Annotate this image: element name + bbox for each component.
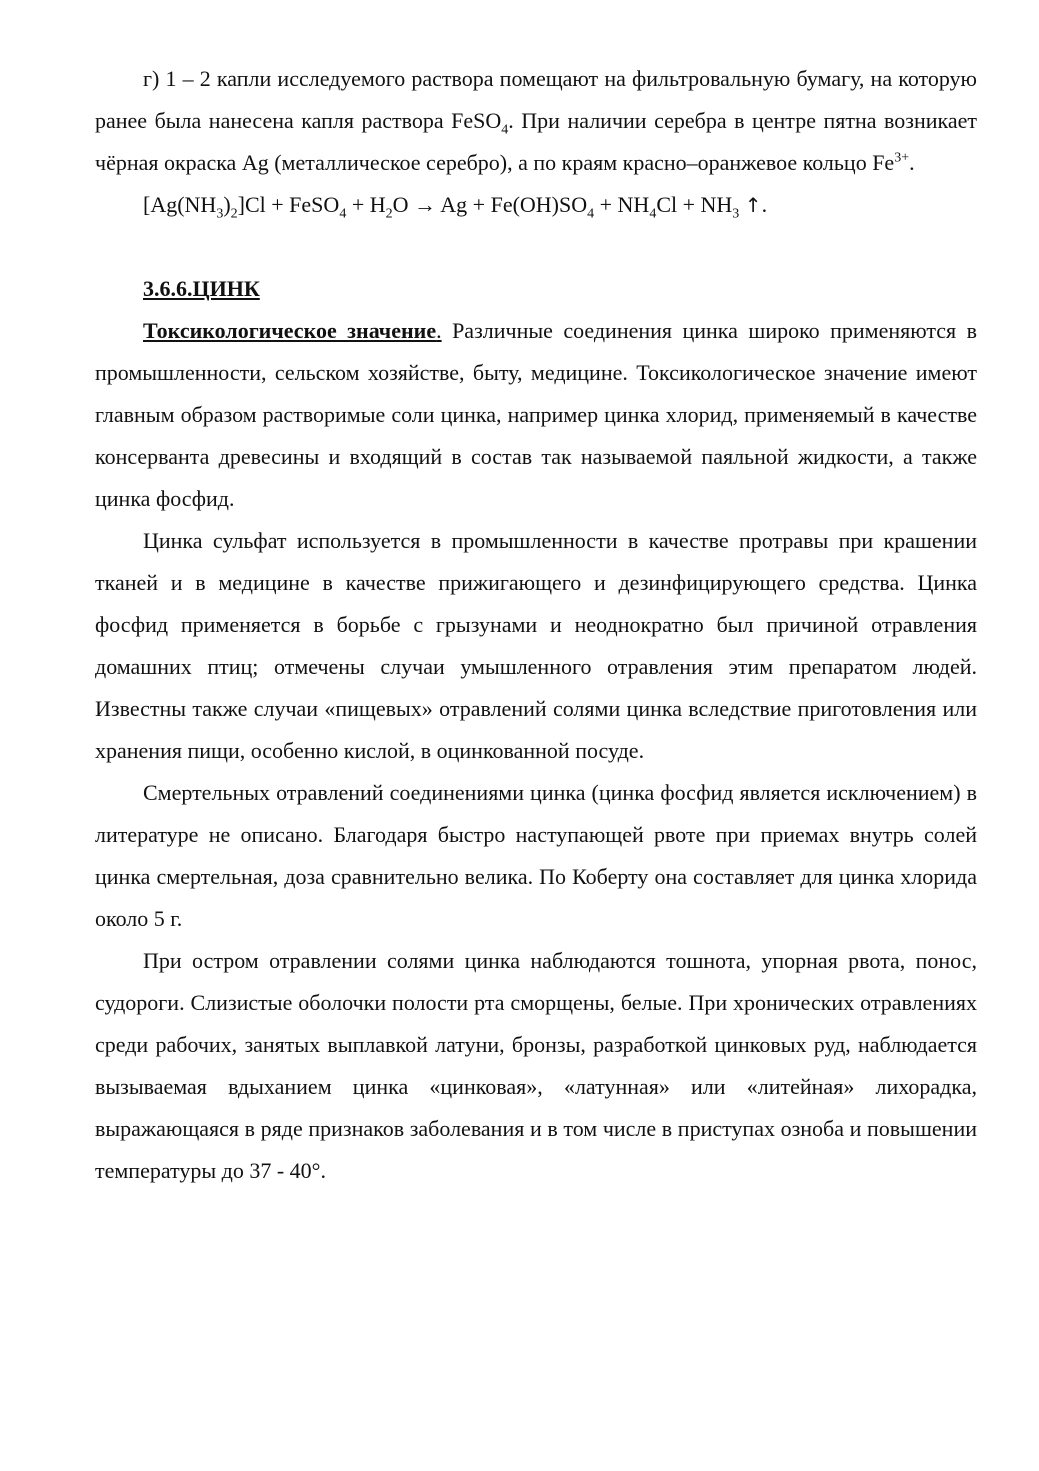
paragraph-symptoms: При остром отравлении солями цинка наблюдаются тошнота, упорная рвота, понос, судороги. Слизистые оболочки полости рта сморщены, белые. При хронических отравлениях среди рабочих, занятых выплавкой латуни, бронзы, разработкой цинковых руд, наблюдается вызываемая вдыханием цинка «цинковая», «латунная» или «литейная» лихорадка, выражающаяся в ряде признаков заболевания и в том числе в приступах озноба и повышении температуры до 37 - 40°. — [95, 948, 977, 1183]
toxicology-text: Различные соединения цинка широко применяются в промышленности, сельском хозяйстве, быту, медицине. Токсикологическое значение имеют главным образом растворимые соли цинка, например цинка хлорид, применяемый в качестве консерванта древесины и входящий в состав так называемой паяльной жидкости, а также цинка фосфид. — [95, 318, 978, 511]
paragraph-zinc-sulfate: Цинка сульфат используется в промышленности в качестве протравы при крашении тканей и в медицине в качестве прижигающего и дезинфицирующего средства. Цинка фосфид применяется в борьбе с грызунами и неоднократно был причиной отравления домашних птиц; отмечены случаи умышленного отравления этим препаратом людей. Известны также случаи «пищевых» отравлений солями цинка вследствие приготовления или хранения пищи, особенно кислой, в оцинкованной посуде. — [95, 528, 977, 763]
paragraph-toxicology — [95, 310, 977, 520]
formula-subscript: 4 — [339, 206, 347, 222]
label-dot: . — [436, 318, 442, 343]
subscript: 4 — [501, 122, 509, 138]
formula-subscript: 4 — [649, 206, 657, 222]
formula-part: ) — [223, 192, 231, 217]
arrow-up-icon: ↑ — [744, 193, 762, 217]
formula-subscript: 3 — [216, 206, 224, 222]
text-run: . При наличии серебра в центре пятна возникает чёрная окраска Ag (металлическое серебро), а по краям красно–оранжевое кольцо Fe — [95, 108, 977, 175]
page-content — [95, 58, 977, 1192]
formula-part: + NH — [594, 192, 650, 217]
toxicology-label: Токсикологическое значение — [143, 318, 437, 343]
formula-part: ]Cl + FeSO — [237, 192, 340, 217]
paragraph-fatal-poisoning: Смертельных отравлений соединениями цинка (цинка фосфид является исключением) в литературе не описано. Благодаря быстро наступающей рвоте при приемах внутрь солей цинка смертельная, доза сравнительно велика. По Коберту она составляет для цинка хлорида около 5 г. — [95, 780, 977, 931]
formula-subscript: 2 — [385, 206, 393, 222]
formula-subscript: 4 — [587, 206, 595, 222]
formula-subscript: 3 — [732, 206, 740, 222]
text-run: г) 1 – 2 капли исследуемого раствора помещают на фильтровальную бумагу, на которую ранее была нанесена капля раствора FeSO — [95, 66, 977, 133]
formula-part: + H — [346, 192, 386, 217]
formula-subscript: 2 — [230, 206, 238, 222]
formula-part: Cl + NH — [656, 192, 733, 217]
formula-part: [Ag(NH — [143, 192, 217, 217]
paragraph-silver-test — [95, 58, 977, 184]
formula-part: . — [761, 192, 768, 217]
section-heading: 3.6.6.ЦИНК — [143, 276, 260, 301]
superscript: 3+ — [894, 150, 910, 166]
formula-part: O → Ag + Fe(OH)SO — [392, 192, 588, 217]
chemical-equation — [95, 184, 977, 226]
text-run: . — [909, 150, 915, 175]
